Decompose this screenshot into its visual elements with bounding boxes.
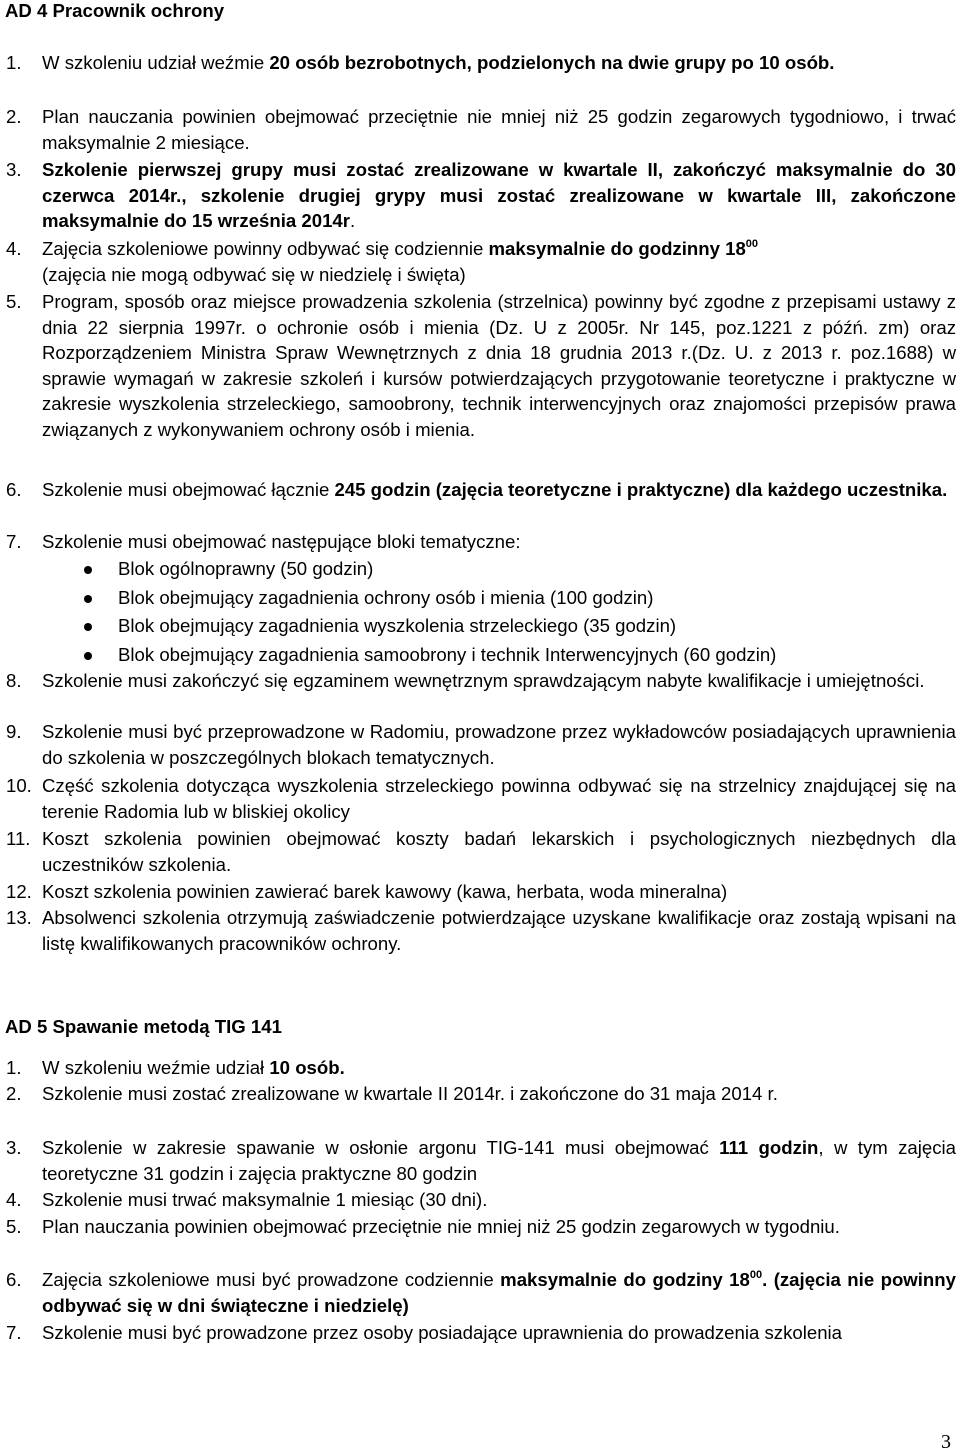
ad4-item-8 (6, 668, 956, 694)
item-number: 3. (6, 1137, 22, 1158)
item-text: Koszt szkolenia powinien obejmować koszty badań lekarskich i psychologicznych niezbędnych dla uczestników szkolenia. (42, 828, 956, 875)
ad5-item-6: 6. Zajęcia szkoleniowe musi być prowadzone codziennie maksymalnie do godziny $18^{00}$. (zajęcia nie powinny odbywać się w dni świąteczne i niedzielę) (6, 1269, 956, 1316)
section-title-ad4: AD 4 Pracownik ochrony (5, 0, 225, 21)
item-text: Część szkolenia dotycząca wyszkolenia strzeleckiego powinna odbywać się na strzelnicy znajdującej się na terenie Radomia lub w bliskiej okolicy (42, 775, 956, 822)
ad4-item-6: 6. Szkolenie musi obejmować łącznie 245 godzin (zajęcia teoretyczne i praktyczne) dla każdego uczestnika. (6, 477, 956, 503)
ad4-item-13 (6, 905, 956, 956)
list-item: Blok obejmujący zagadnienia samoobrony i technik Interwencyjnych (60 godzin) (0, 641, 950, 670)
item-number: 4. (6, 1189, 22, 1210)
ad4-item-1: 1. W szkoleniu udział weźmie 20 osób bezrobotnych, podzielonych na dwie grupy po 10 osób. (6, 50, 956, 76)
item-text: Koszt szkolenia powinien zawierać barek kawowy (kawa, herbata, woda mineralna) (42, 881, 728, 902)
ad5-item-5 (6, 1214, 956, 1240)
item-text: Szkolenie musi zostać zrealizowane w kwartale II 2014r. i zakończone do 31 maja 2014 r. (42, 1083, 778, 1104)
item-number: 7. (6, 531, 22, 552)
ad5-item-3: 3. Szkolenie w zakresie spawanie w osłonie argonu TIG-141 musi obejmować 111 godzin, w tym zajęcia teoretyczne 31 godzin i zajęcia praktyczne 80 godzin (6, 1137, 957, 1184)
list-item: Blok obejmujący zagadnienia ochrony osób i mienia (100 godzin) (0, 584, 950, 613)
item-number: 7. (6, 1322, 22, 1343)
item-number: 5. (6, 291, 22, 312)
item-text: Plan nauczania powinien obejmować przeciętnie nie mniej niż 25 godzin zegarowych tygodniowo, i trwać maksymalnie 2 miesiące. (42, 106, 956, 153)
bullet-icon (84, 652, 92, 660)
list-item: Blok ogólnoprawny (50 godzin) (0, 555, 950, 584)
item-number: 3. (6, 159, 22, 180)
ad5-item-1: 1. W szkoleniu weźmie udział 10 osób. (6, 1055, 956, 1081)
bullet-icon (84, 595, 92, 603)
topic-block-list (0, 555, 950, 669)
ad4-item-11 (6, 826, 956, 877)
item-number: 9. (6, 721, 22, 742)
ad4-item-9 (6, 719, 956, 770)
item-number: 8. (6, 670, 22, 691)
item-text: Absolwenci szkolenia otrzymują zaświadczenie potwierdzające uzyskane kwalifikacje oraz zostają wpisani na listę kwalifikowanych pracowników ochrony. (42, 907, 956, 954)
ad5-item-4 (6, 1187, 956, 1213)
ad4-item-4: 4. Zajęcia szkoleniowe powinny odbywać się codziennie maksymalnie do godzinny $18^{00}$ (zajęcia nie mogą odbywać się w niedzielę i święta) (6, 238, 759, 285)
ad4-item-7 (6, 529, 956, 555)
section-title-ad5: AD 5 Spawanie metodą TIG 141 (5, 1016, 282, 1037)
item-number: 13. (6, 907, 32, 928)
ad5-item-2 (6, 1081, 956, 1107)
item-number: 4. (6, 238, 22, 259)
page-number: 3 (941, 1431, 951, 1453)
ad4-item-10 (6, 773, 956, 824)
ad4-item-12 (6, 879, 956, 905)
item-number: 10. (6, 775, 32, 796)
list-item: Blok obejmujący zagadnienia wyszkolenia strzeleckiego (35 godzin) (0, 612, 950, 641)
item-number: 2. (6, 106, 22, 127)
item-text: Szkolenie musi trwać maksymalnie 1 miesiąc (30 dni). (42, 1189, 488, 1210)
item-text: Szkolenie musi zakończyć się egzaminem wewnętrznym sprawdzającym nabyte kwalifikacje i umiejętności. (42, 670, 925, 691)
item-text: Szkolenie musi być prowadzone przez osoby posiadające uprawnienia do prowadzenia szkolenia (42, 1322, 843, 1343)
item-number: 1. (6, 52, 22, 73)
ad4-item-2 (6, 104, 956, 155)
ad4-item-5 (6, 289, 956, 443)
item-text: Szkolenie musi być przeprowadzone w Radomiu, prowadzone przez wykładowców posiadających uprawnienia do szkolenia w poszczególnych blokach tematycznych. (42, 721, 956, 768)
item-text: Plan nauczania powinien obejmować przeciętnie nie mniej niż 25 godzin zegarowych w tygodniu. (42, 1216, 840, 1237)
item-number: 6. (6, 479, 22, 500)
bullet-icon (84, 623, 92, 631)
item-number: 11. (6, 828, 31, 849)
item-number: 5. (6, 1216, 22, 1237)
item-number: 12. (6, 881, 32, 902)
item-number: 6. (6, 1269, 22, 1290)
bullet-icon (84, 566, 92, 574)
item-number: 2. (6, 1083, 22, 1104)
item-text: Program, sposób oraz miejsce prowadzenia szkolenia (strzelnica) powinny być zgodne z przepisami ustawy z dnia 22 sierpnia 1997r. o ochronie osób i mienia (Dz. U z 2005r. Nr 145, poz.1221 z późń. zm) oraz Rozporządzeniem Ministra Spraw Wewnętrznych z dnia 18 grudnia 2013 r.(Dz. U. z 2013 r. poz.1688) w sprawie wymagań w zakresie szkoleń i kursów potwierdzających przygotowanie teoretyczne i praktyczne w zakresie wyszkolenia strzeleckiego, samoobrony, technik interwencyjnych oraz znajomości przepisów prawa związanych z wykonywaniem ochrony osób i mienia. (42, 291, 956, 440)
item-text: Szkolenie musi obejmować następujące bloki tematyczne: (42, 531, 521, 552)
ad4-item-3: 3. Szkolenie pierwszej grupy musi zostać zrealizowane w kwartale II, zakończyć maksymalnie do 30 czerwca 2014r., szkolenie drugiej grypy musi zostać zrealizowane w kwartale III, zakończone maksymalnie do 15 września 2014r. (6, 159, 956, 232)
item-number: 1. (6, 1057, 22, 1078)
ad5-item-7 (6, 1320, 956, 1346)
